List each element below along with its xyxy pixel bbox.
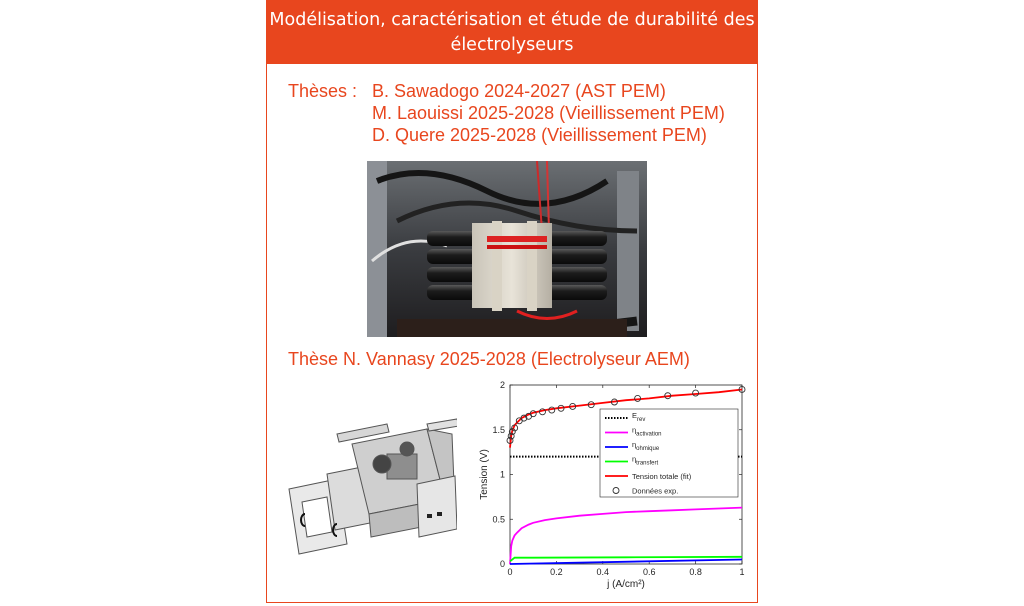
legend-entry: $\eta_{activation}$ [632,425,662,438]
legend-entry: $E_{rev}$ [632,411,646,423]
legend-entry: $\eta_{ohmique}$ [632,440,660,452]
x-tick-label: 0.2 [550,567,563,577]
y-axis-label: Tension (V) [479,449,490,500]
y-tick-label: 2 [499,380,505,390]
thesis-item: B. Sawadogo 2024-2027 (AST PEM) [372,81,666,101]
x-tick-label: 0.8 [689,567,702,577]
y-tick-label: 0.5 [492,514,505,525]
slide [266,0,758,603]
legend-entry: $\eta_{transfert}$ [632,454,659,467]
x-tick-label: 0.6 [642,567,656,577]
header-title-line1: Modélisation, caractérisation et étude de durabilité des [269,10,755,30]
polarization-curve-chart [457,376,755,601]
x-tick-label: 0 [507,567,513,577]
thesis-item: D. Quere 2025-2028 (Vieillissement PEM) [372,125,707,145]
chart-svg [457,376,755,601]
y-tick-label: 0 [499,559,505,569]
slide-header [267,1,757,64]
y-tick-label: 1 [499,469,505,480]
aem-thesis-title: Thèse N. Vannasy 2025-2028 (Electrolyseur AEM) [288,349,690,369]
theses-label: Thèses : [288,81,358,101]
aem-electrolyser-cad-drawing [277,404,467,564]
header-title-line2: électrolyseurs [450,35,574,55]
y-tick-label: 1.5 [492,424,505,435]
legend-entry: Tension totale (fit) [632,472,692,481]
thesis-item: M. Laouissi 2025-2028 (Vieillissement PEM) [372,103,725,123]
x-tick-label: 1 [739,567,745,577]
legend-box [600,409,738,497]
electrolyser-stack-photo [367,161,647,337]
x-axis-label: j (A/cm²) [607,579,645,590]
theses-list [372,80,752,146]
legend-entry: Données exp. [632,486,679,496]
x-tick-label: 0.4 [596,567,610,577]
